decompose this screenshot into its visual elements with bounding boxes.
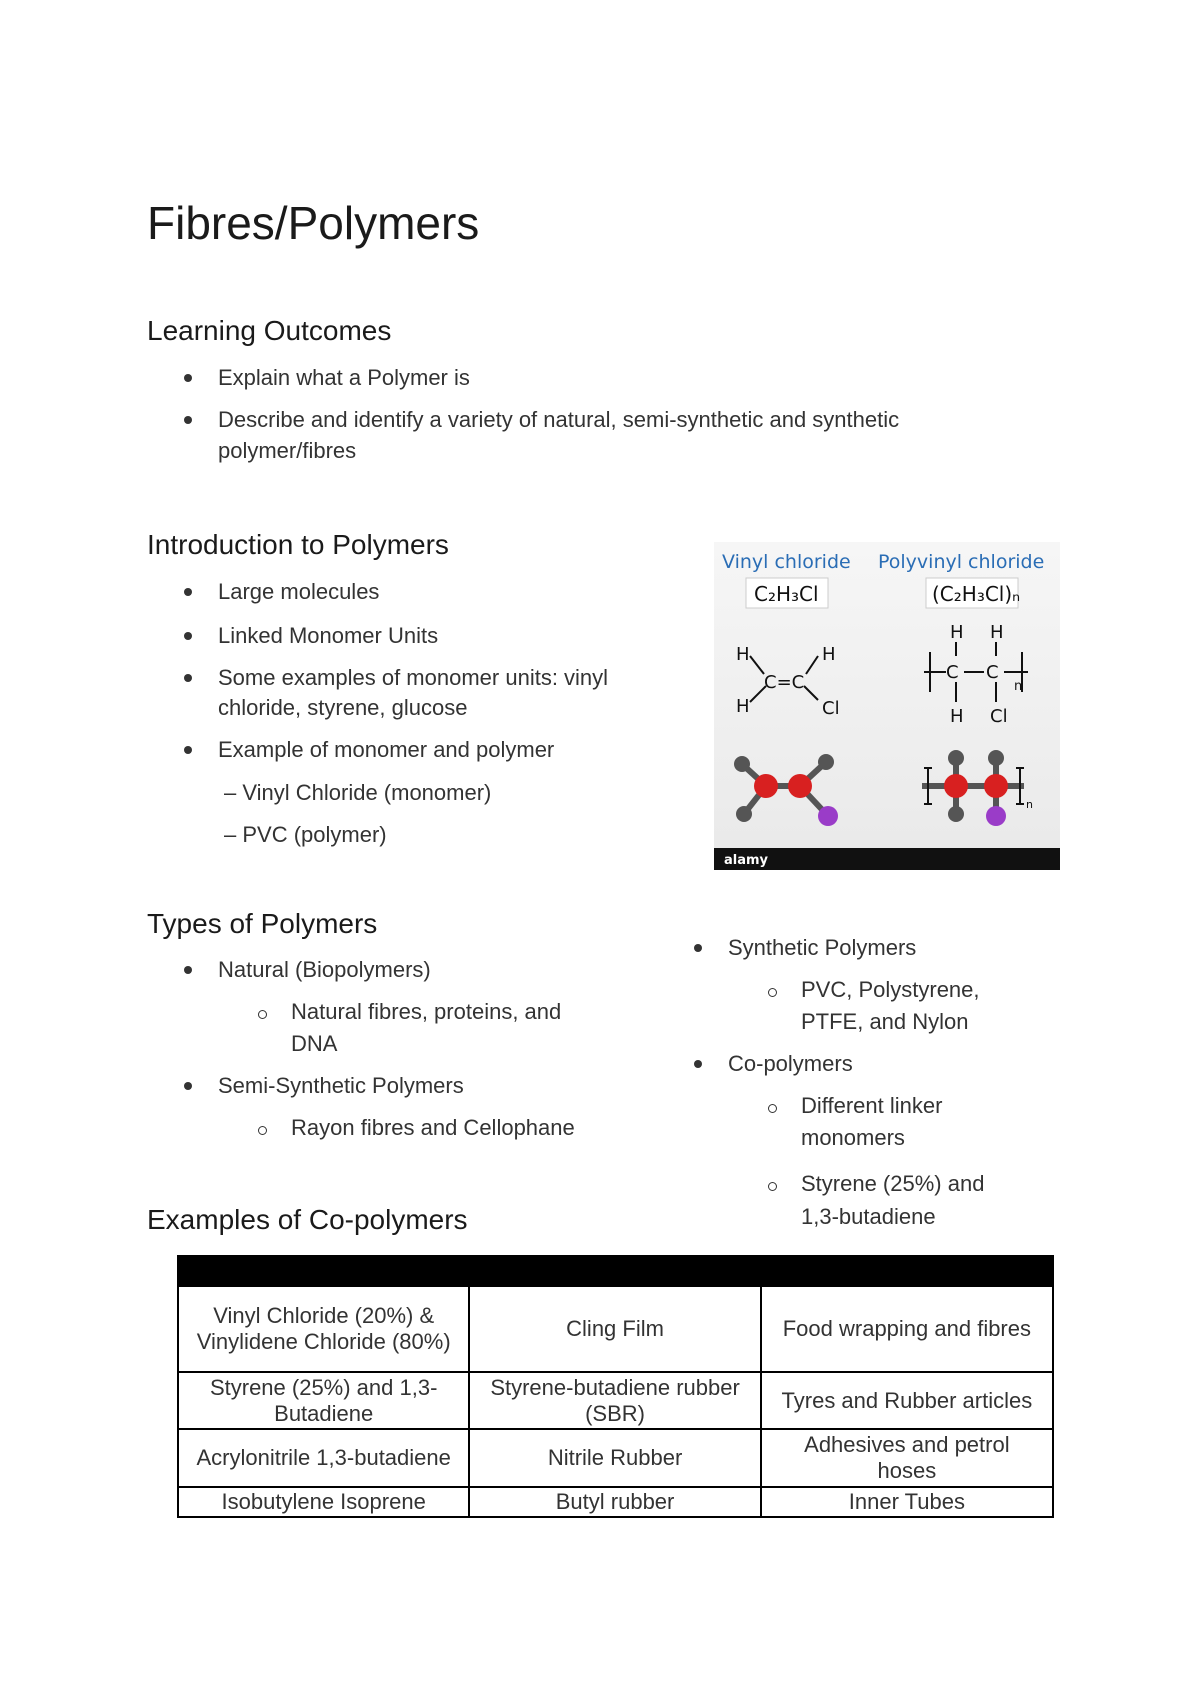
intro-item: Large molecules [218,579,380,604]
table-cell: Cling Film [469,1286,760,1372]
svg-text:H: H [950,706,964,727]
learning-item: Describe and identify a variety of natural, semi-synthetic and synthetic [218,407,900,432]
table-cell: Tyres and Rubber articles [761,1372,1053,1429]
circle-bullet-icon [768,988,777,997]
table-row [178,1487,1053,1517]
learning-outcomes-heading: Learning Outcomes [147,315,392,346]
bullet-icon [184,746,192,754]
table-header-row [178,1256,1053,1286]
image-left-formula: C₂H₃Cl [754,582,819,606]
bullet-icon [694,944,702,952]
table-row [178,1372,1053,1429]
pvc-model [922,750,1033,826]
vinyl-chloride-structure [736,644,840,719]
circle-bullet-icon [768,1182,777,1191]
svg-text:C: C [946,662,959,683]
table-row [178,1429,1053,1487]
svg-text:n: n [1014,679,1023,694]
types-subitem: Rayon fibres and Cellophane [291,1115,575,1140]
examples-heading: Examples of Co-polymers [147,1204,468,1235]
circle-bullet-icon [258,1126,267,1135]
types-item: Co-polymers [728,1051,853,1076]
vinyl-chloride-model [734,754,838,826]
table-cell: Vinyl Chloride (20%) & Vinylidene Chloride (80%) [178,1286,469,1372]
types-subitem: Styrene (25%) and [801,1171,985,1196]
svg-text:Cl: Cl [822,698,840,719]
types-item: Semi-Synthetic Polymers [218,1073,464,1098]
bullet-icon [184,632,192,640]
bullet-icon [184,416,192,424]
watermark-logo: alamy [724,853,769,868]
types-item: Synthetic Polymers [728,935,917,960]
table-cell: Styrene-butadiene rubber (SBR) [469,1372,760,1429]
bullet-icon [184,588,192,596]
types-subitem: PTFE, and Nylon [801,1009,969,1034]
intro-item: Example of monomer and polymer [218,737,555,762]
pvc-structure [946,622,1022,727]
types-subitem: Natural fibres, proteins, and [291,999,562,1024]
table-cell: Styrene (25%) and 1,3-Butadiene [178,1372,469,1429]
bullet-icon [184,374,192,382]
table-cell: Inner Tubes [761,1487,1053,1517]
circle-bullet-icon [768,1104,777,1113]
vinyl-chloride-pvc-image [714,542,1060,870]
table-cell: Butyl rubber [469,1487,760,1517]
svg-text:n: n [1026,798,1033,811]
bullet-icon [184,1082,192,1090]
svg-text:H: H [990,622,1004,643]
intro-item: chloride, styrene, glucose [218,695,468,720]
bullet-icon [184,674,192,682]
types-heading: Types of Polymers [147,908,378,939]
svg-text:H: H [736,644,750,665]
table-row [178,1286,1053,1372]
intro-subitem: – Vinyl Chloride (monomer) [224,780,492,805]
copolymer-table [177,1255,1054,1518]
intro-item: Linked Monomer Units [218,623,439,648]
intro-subitem: – PVC (polymer) [224,822,387,847]
types-item: Natural (Biopolymers) [218,957,431,982]
table-cell: Food wrapping and fibres [761,1286,1053,1372]
types-subitem: 1,3-butadiene [801,1204,936,1229]
bullet-icon [694,1060,702,1068]
circle-bullet-icon [258,1010,267,1019]
svg-text:H: H [950,622,964,643]
types-subitem: Different linker [801,1093,943,1118]
table-cell: Adhesives and petrol hoses [761,1429,1053,1487]
table-cell: Nitrile Rubber [469,1429,760,1487]
introduction-heading: Introduction to Polymers [147,529,449,560]
svg-text:H: H [736,696,750,717]
page-title: Fibres/Polymers [147,197,480,249]
svg-text:H: H [822,644,836,665]
learning-item: Explain what a Polymer is [218,365,470,390]
table-cell: Isobutylene Isoprene [178,1487,469,1517]
types-subitem: monomers [801,1125,905,1150]
svg-text:C: C [986,662,999,683]
types-subitem: PVC, Polystyrene, [801,977,980,1002]
bullet-icon [184,966,192,974]
learning-item: polymer/fibres [218,438,357,463]
image-right-formula: (C₂H₃Cl)ₙ [932,582,1021,606]
table-cell: Acrylonitrile 1,3-butadiene [178,1429,469,1487]
svg-text:C=C: C=C [764,672,805,693]
image-right-title: Polyvinyl chloride [878,551,1045,573]
image-left-title: Vinyl chloride [722,551,851,573]
svg-text:Cl: Cl [990,706,1008,727]
intro-item: Some examples of monomer units: vinyl [218,665,609,690]
types-subitem: DNA [291,1031,338,1056]
